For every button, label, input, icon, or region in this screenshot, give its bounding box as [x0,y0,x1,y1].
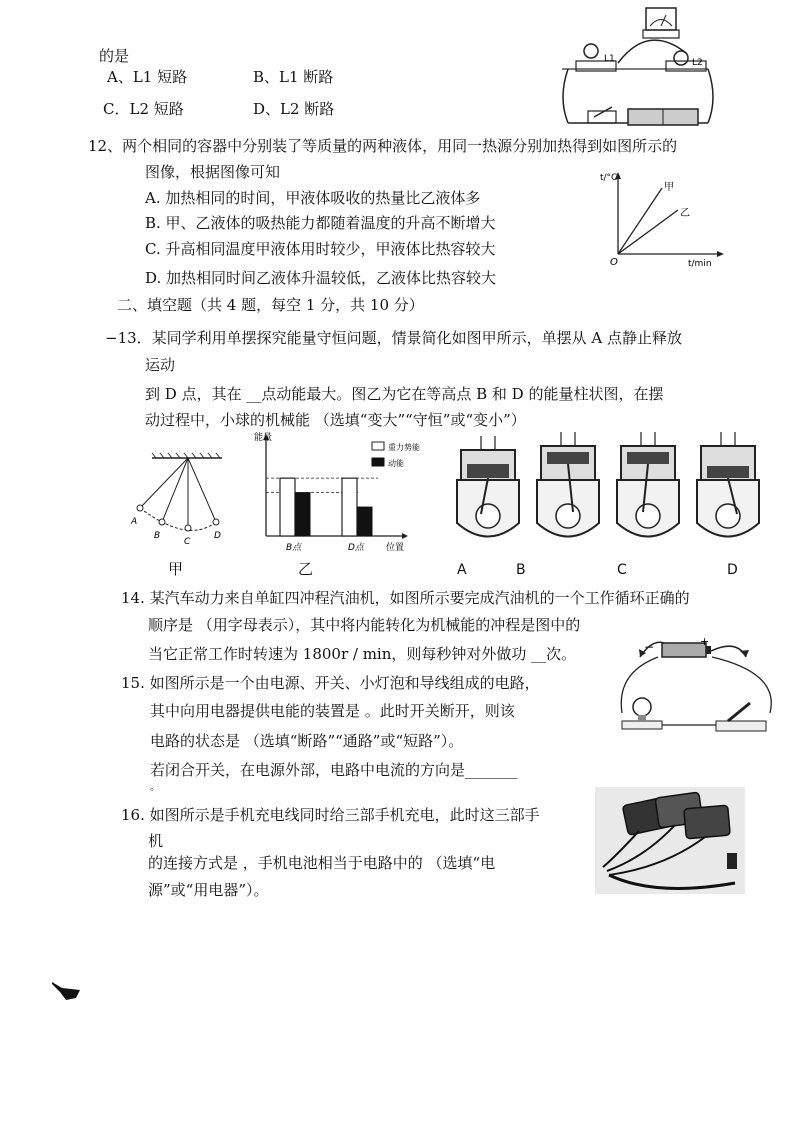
q16-line-3: 的连接方式是 ，手机电池相当于电路中的 （选填“电 [148,854,496,872]
q15-line-2: 其中向用电器提供电能的装置是 。此时开关断开，则该 [150,702,515,720]
ink-mark [50,978,84,1002]
pendulum-label-c: C [184,537,191,546]
legend-swatch-ke [372,458,384,466]
q11-option-d: D、L2 断路 [253,100,335,118]
q11-option-c: C．L2 短路 [103,100,184,118]
q15-fig-plus: + [700,635,710,648]
pendulum-label-a: A [131,517,138,527]
q11-fig-label-l2: L2 [692,58,703,68]
q14-line-2: 顺序是 （用字母表示），其中将内能转化为机械能的冲程是图中的 [148,616,581,634]
q14-line-3: 当它正常工作时转速为 1800r / min，则每秒钟对外做功 __次。 [148,645,577,663]
legend-label-pe: 重力势能 [388,443,420,452]
engine-label-d: D [727,562,738,578]
q16-line-2: 机 [148,832,164,850]
bar-x-axis-arrow [402,533,408,539]
engine-stroke-a [457,436,519,537]
engine-stroke-b [537,432,599,537]
q12-stem-line-1: 12、两个相同的容器中分别装了等质量的两种液体，用同一热源分别加热得到如图所示的 [88,137,678,155]
q11-circuit-figure [558,3,718,130]
q11-stem-tail: 的是 [99,47,130,65]
engine-label-a: A [457,562,467,578]
q11-option-b: B、L1 断路 [253,68,334,86]
graph-line-yi [618,210,678,254]
legend-swatch-pe [372,442,384,450]
q12-option-a: A. 加热相同的时间，甲液体吸收的热量比乙液体多 [145,189,481,207]
graph-label-yi: 乙 [680,208,690,219]
engine-strokes-figure [448,428,768,553]
bar-kinetic-energy [357,507,372,536]
q16-line-4: 源”或“用电器”）。 [148,881,269,899]
engine-label-c: C [617,562,627,578]
graph-y-label: t/°C [600,173,618,183]
q15-line-3: 电路的状态是 （选填“断路”“通路”或“短路”）。 [150,732,464,750]
bulb-l2-icon [674,51,688,65]
q13-line-3: 到 D 点，其在 __点动能最大。图乙为它在等高点 B 和 D 的能量柱状图，在摆 [145,385,664,403]
pendulum-label-d: D [214,531,221,541]
graph-x-label: t/min [688,259,712,268]
graph-line-jia [618,188,662,254]
graph-origin: O [610,257,618,268]
q16-line-1: 16. 如图所示是手机充电线同时给三部手机充电，此时这三部手 [121,806,540,824]
q15-circuit-figure [612,633,782,743]
pendulum-label-b: B [154,531,161,541]
graph-label-jia: 甲 [664,182,674,193]
q13-line-4: 动过程中，小球的机械能 （选填“变大”“守恒”或“变小”） [145,411,526,429]
q15-fig-minus: − [644,640,655,654]
bar-category-label: B点 [286,543,302,553]
switch-icon [716,721,766,731]
q15-line-4: 若闭合开关，在电源外部，电路中电流的方向是_______ [150,761,518,779]
energy-bar-chart [248,432,428,554]
q12-option-d: D. 加热相同时间乙液体升温较低，乙液体比热容较大 [145,269,497,287]
bar-potential-energy [280,478,295,536]
legend-label-ke: 动能 [388,459,404,468]
bar-kinetic-energy [295,493,310,536]
engine-stroke-c [617,432,679,537]
section-2-heading: 二、填空题（共 4 题，每空 1 分，共 10 分） [117,296,424,314]
q12-temperature-graph [600,168,730,268]
q15-line-5: 。 [150,782,160,793]
engine-stroke-d [697,432,759,537]
q13-line-1: −13．某同学利用单摆探究能量守恒问题，情景简化如图甲所示，单摆从 A 点静止释放 [105,329,683,347]
bar-category-label: D点 [348,543,364,553]
q11-option-a: A、L1 短路 [107,68,188,86]
bar-y-label: 能量 [254,433,273,443]
engine-label-b: B [516,562,526,578]
bulb-icon [633,698,651,716]
phones-charging-photo [595,787,745,894]
caption-jia: 甲 [168,560,184,578]
bulb-l1-icon [584,44,598,58]
q15-line-1: 15. 如图所示是一个由电源、开关、小灯泡和导线组成的电路， [121,674,540,692]
q11-fig-label-l1: L1 [604,54,615,64]
caption-yi: 乙 [298,560,314,578]
bar-potential-energy [342,478,357,536]
q12-option-b: B. 甲、乙液体的吸热能力都随着温度的升高不断增大 [145,214,496,232]
bar-x-label: 位置 [386,543,405,553]
q14-line-1: 14. 某汽车动力来自单缸四冲程汽油机，如图所示要完成汽油机的一个工作循环正确的 [121,589,690,607]
q12-option-c: C. 升高相同温度甲液体用时较少，甲液体比热容较大 [145,240,496,258]
q13-line-2: 运动 [145,356,176,374]
pendulum-figure [128,452,228,546]
q12-stem-line-2: 图像，根据图像可知 [145,163,281,181]
